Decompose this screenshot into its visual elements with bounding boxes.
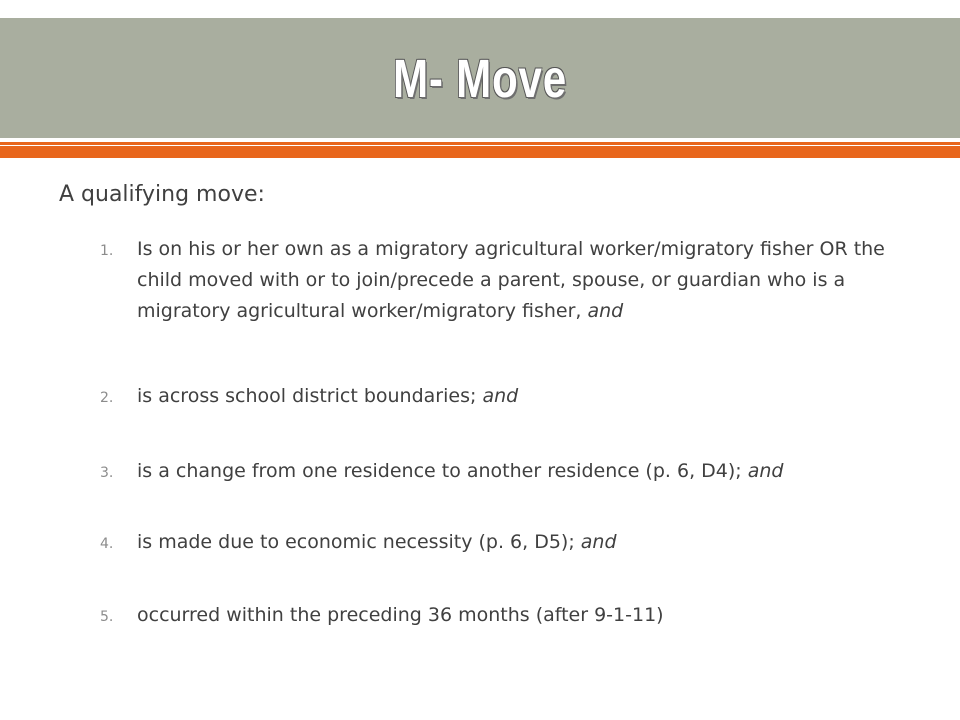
list-item-number: 1.	[100, 243, 114, 259]
list-item-text-wrapper	[137, 381, 910, 412]
list-item-text-wrapper	[137, 527, 910, 558]
list-item-text: occurred within the preceding 36 months (after 9-1-11)	[137, 604, 664, 626]
list-item	[100, 600, 910, 631]
intro-text: A qualifying move:	[59, 182, 265, 207]
accent-rule-thick	[0, 146, 960, 158]
list-item	[100, 381, 910, 412]
list-item-emphasis: and	[482, 385, 519, 407]
list-item-emphasis: and	[587, 300, 624, 322]
list-item-text: is made due to economic necessity (p. 6, D5);	[137, 531, 575, 553]
list-item-text: is a change from one residence to another residence (p. 6, D4);	[137, 460, 742, 482]
list-item-text-wrapper	[137, 234, 910, 327]
list-item-number: 4.	[100, 536, 114, 552]
list-item-number: 3.	[100, 465, 114, 481]
list-item-emphasis: and	[747, 460, 784, 482]
list-item-emphasis: and	[580, 531, 617, 553]
list-item-text-wrapper	[137, 456, 910, 487]
list-item	[100, 456, 910, 487]
list-item	[100, 527, 910, 558]
list-item	[100, 234, 910, 327]
accent-rule-thin	[0, 142, 960, 145]
list-item-text: is across school district boundaries;	[137, 385, 477, 407]
slide-title: M- Move	[393, 49, 567, 109]
list-item-number: 5.	[100, 609, 114, 625]
list-item-text: Is on his or her own as a migratory agricultural worker/migratory fisher OR the child moved with or to join/precede a parent, spouse, or guardian who is a migratory agricultural worker/migratory fisher,	[137, 238, 885, 322]
list-item-text-wrapper	[137, 600, 910, 631]
list-item-number: 2.	[100, 390, 114, 406]
